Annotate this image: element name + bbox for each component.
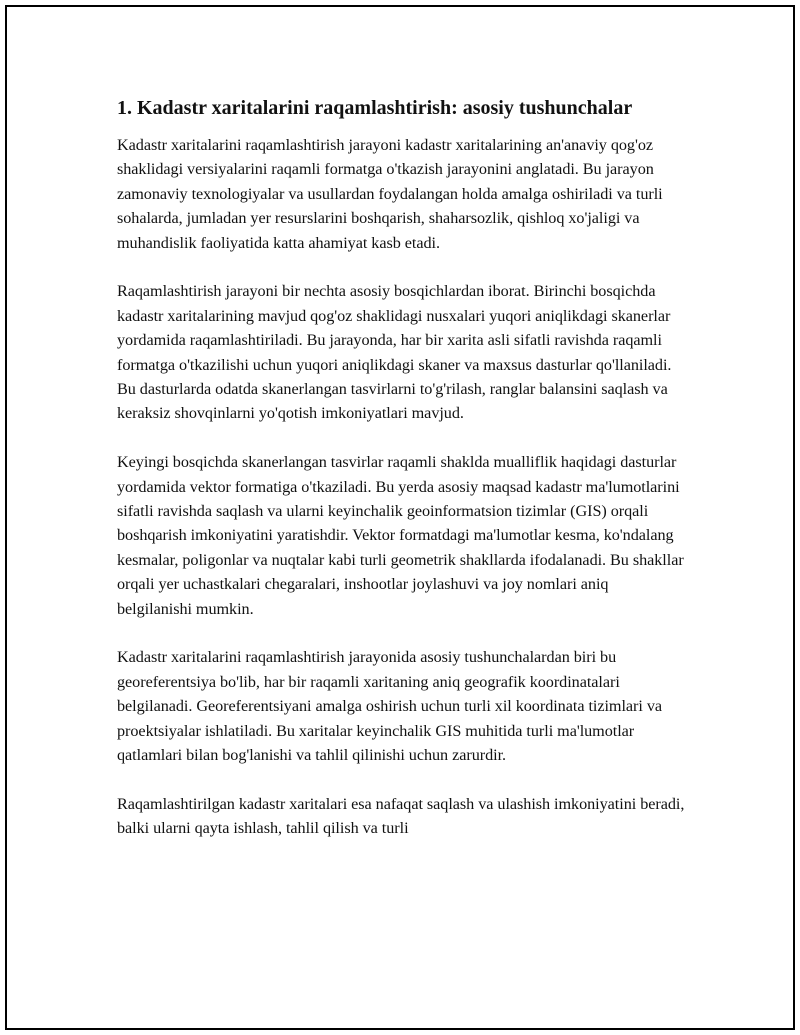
section-heading: 1. Kadastr xaritalarini raqamlashtirish: asosiy tushunchalar xyxy=(117,97,633,119)
document-body xyxy=(112,93,687,865)
paragraph-3: Keyingi bosqichda skanerlangan tasvirlar raqamli shaklda mualliflik haqidagi dasturlar yordamida vektor formatiga o'tkaziladi. Bu yerda asosiy maqsad kadastr ma'lumotlarini sifatli ravishda saqlash va ularni keyinchalik geoinformatsion tizimlar (GIS) orqali boshqarish imkoniyatini yaratishdir. Vektor formatdagi ma'lumotlar kesma, ko'ndalang kesmalar, poligonlar va nuqtalar kabi turli geometrik shakllarda ifodalanadi. Bu shakllar orqali yer uchastkalari chegaralari, inshootlar joylashuvi va joy nomlari aniq belgilanishi mumkin. xyxy=(117,453,684,618)
paragraph-4: Kadastr xaritalarini raqamlashtirish jarayonida asosiy tushunchalardan biri bu georeferentsiya bo'lib, har bir raqamli xaritaning aniq geografik koordinatalari belgilanadi. Georeferentsiyani amalga oshirish uchun turli xil koordinata tizimlari va proektsiyalar ishlatiladi. Bu xaritalar keyinchalik GIS muhitida turli ma'lumotlar qatlamlari bilan bog'lanishi va tahlil qilinishi uchun zarurdir. xyxy=(117,648,663,765)
paragraph-5: Raqamlashtirilgan kadastr xaritalari esa nafaqat saqlash va ulashish imkoniyatini beradi, balki ularni qayta ishlash, tahlil qilish va turli xyxy=(117,794,685,838)
paragraph-2: Raqamlashtirish jarayoni bir nechta asosiy bosqichlardan iborat. Birinchi bosqichda kadastr xaritalarining mavjud qog'oz shaklidagi nusxalari yuqori aniqlikdagi skanerlar yordamida raqamlashtiriladi. Bu jarayonda, har bir xarita asli sifatli ravishda raqamli formatga o'tkazilishi uchun yuqori aniqlikdagi skaner va maxsus dasturlar qo'llaniladi. Bu dasturlarda odatda skanerlangan tasvirlarni to'g'rilash, ranglar balansini saqlash va keraksiz shovqinlarni yo'qotish imkoniyatlari mavjud. xyxy=(117,282,672,423)
paragraph-1: Kadastr xaritalarini raqamlashtirish jarayoni kadastr xaritalarining an'anaviy qog'oz shaklidagi versiyalarini raqamli formatga o'tkazish jarayonini anglatadi. Bu jarayon zamonaviy texnologiyalar va usullardan foydalangan holda amalga oshiriladi va turli sohalarda, jumladan yer resurslarini boshqarish, shaharsozlik, qishloq xo'jaligi va muhandislik faoliyatida katta ahamiyat kasb etadi. xyxy=(117,136,663,252)
